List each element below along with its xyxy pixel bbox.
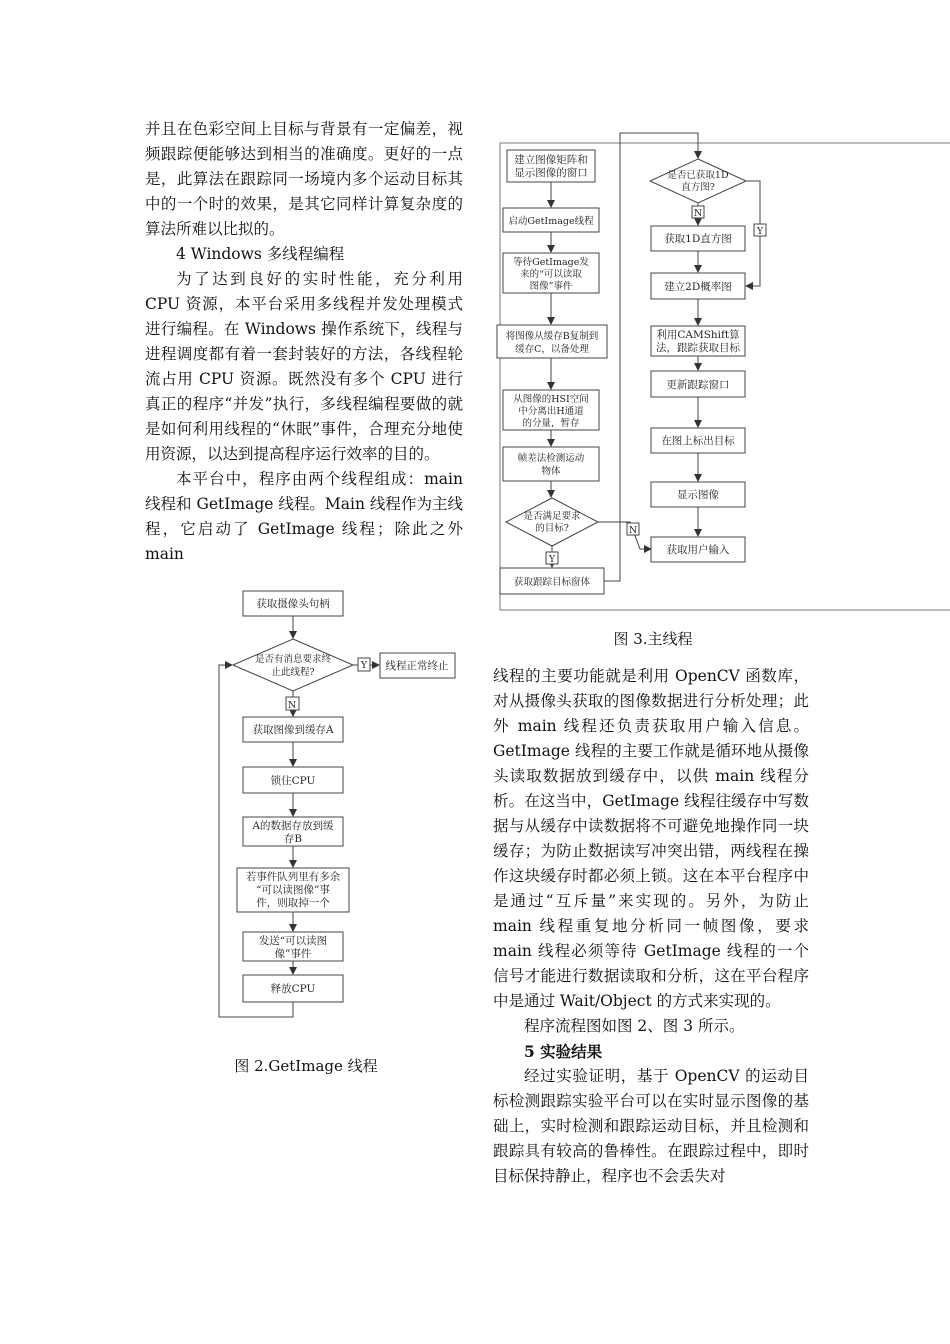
fig2-release-cpu-label: 释放CPU: [270, 983, 316, 995]
fig3-get-window-label: 获取跟踪目标窗体: [513, 577, 591, 588]
fig2-get-image-label: 获取图像到缓存A: [252, 724, 334, 736]
fig3-copy-buffer-label: 缓存C，以备处理: [515, 344, 589, 355]
section-heading-5: 5 实验结果: [524, 1042, 603, 1061]
fig2-send-event-label: 发送“可以读图: [258, 935, 328, 947]
fig2-node-get-handle-label: 获取摄像头句柄: [256, 598, 330, 610]
fig3-mark-target-label: 在图上标出目标: [661, 435, 735, 447]
fig3-decision-histogram-label: 直方图?: [681, 182, 715, 193]
paragraph: 程序流程图如图 2、图 3 所示。: [524, 1017, 745, 1035]
fig3-frame-diff-label: 物体: [541, 466, 561, 477]
fig3-yes-label: Y: [548, 554, 556, 565]
fig3-show-image-label: 显示图像: [677, 489, 719, 501]
fig2-decision-terminate: [233, 639, 353, 691]
section-heading-4: 4 Windows 多线程编程: [176, 245, 345, 263]
fig3-decision-histogram: [650, 159, 746, 203]
fig3-decision-target-label: 是否满足要求: [523, 511, 581, 522]
fig3-update-window-label: 更新跟踪窗口: [666, 379, 730, 391]
fig3-hsi-label: 的分量，暂存: [522, 418, 580, 429]
fig2-send-event-label: 像”事件: [274, 948, 312, 960]
fig2-lock-cpu-label: 锁住CPU: [270, 775, 316, 787]
fig2-yes-label: Y: [360, 660, 368, 671]
paragraph: 线程的主要功能就是利用 OpenCV 函数库，对从摄像头获取的图像数据进行分析处理；此外 main 线程还负责获取用户输入信息。GetImage 线程的主要工作就是循环地从摄像头读取数据放到缓存中，以供 main 线程分析。在这当中，GetImage 线程往缓存中写数据与从缓存中读数据将不可避免地操作同一块缓存；为防止数据读写冲突出错，两线程在操作这块缓存时都必须上锁。这在本平台程序中是通过“互斥量”来实现的。另外，为防止 main 线程重复地分析同一帧图像，要求 main 线程必须等待 GetImage 线程的一个信号才能进行数据读取和分析，这在平台程序中是通过 Wait/Object 的方式来实现的。: [493, 667, 809, 1010]
fig3-no-label-2: N: [693, 208, 703, 219]
fig2-store-b-label: 存B: [283, 833, 303, 845]
fig3-frame-diff-label: 帧差法检测运动: [517, 453, 585, 464]
fig3-wait-event-label: 来的“可以读取: [520, 269, 582, 280]
fig3-user-input-label: 获取用户输入: [666, 544, 730, 556]
fig3-start-getimage-label: 启动GetImage线程: [508, 216, 594, 227]
fig2-remove-event-label: 件，则取掉一个: [256, 897, 330, 909]
paragraph: 经过实验证明，基于 OpenCV 的运动目标检测跟踪实验平台可以在实时显示图像的基础上，实时检测和跟踪运动目标，并且检测和跟踪具有较高的鲁棒性。在跟踪过程中，即时目标保持静止，程序也不会丢失对: [493, 1067, 809, 1185]
fig3-no-label: N: [628, 525, 638, 536]
fig2-thread-end-label: 线程正常终止: [385, 660, 449, 672]
fig3-get-histogram-label: 获取1D直方图: [664, 233, 732, 245]
fig2-caption: 图 2.GetImage 线程: [234, 1057, 378, 1075]
fig3-copy-buffer-label: 将图像从缓存B复制到: [505, 331, 599, 342]
fig2-decision-label: 是否有消息要求终: [254, 654, 332, 665]
fig3-caption: 图 3.主线程: [613, 630, 693, 648]
fig3-create-matrix-label: 显示图像的窗口: [514, 167, 588, 179]
fig2-no-label: N: [287, 700, 297, 711]
fig3-camshift-label: 利用CAMShift算: [656, 329, 740, 341]
paragraph: 并且在色彩空间上目标与背景有一定偏差，视频跟踪便能够达到相当的准确度。更好的一点是，此算法在跟踪同一场境内多个运动目标其中的一个时的效果，是其它同样计算复杂度的算法所难以比拟的。: [145, 120, 463, 238]
fig2-decision-label: 止此线程?: [271, 667, 315, 678]
paragraph: 本平台中，程序由两个线程组成：main 线程和 GetImage 线程。Main 线程作为主线程，它启动了 GetImage 线程；除此之外 main: [145, 470, 463, 563]
fig3-decision-histogram-label: 是否已获取1D: [667, 170, 729, 181]
paragraph: 为了达到良好的实时性能，充分利用 CPU 资源，本平台采用多线程并发处理模式进行编程。在 Windows 操作系统下，线程与进程调度都有着一套封装好的方法，各线程轮流占用 CPU 资源。既然没有多个 CPU 进行真正的程序“并发”执行，多线程编程要做的就是如何利用线程的“休眠”事件，合理充分地使用资源，以达到提高程序运行效率的目的。: [145, 270, 463, 463]
fig2-store-b-label: A的数据存放到缓: [252, 820, 334, 832]
fig3-wait-event-label: 图像”事件: [529, 281, 573, 292]
fig3-hsi-label: 从图像的HSI空间: [513, 394, 589, 405]
fig3-yes-label-2: Y: [756, 226, 764, 237]
fig2-remove-event-label: 若事件队列里有多余: [245, 871, 341, 883]
fig3-decision-target-label: 的目标?: [535, 523, 569, 534]
fig3-2d-probability-label: 建立2D概率图: [664, 281, 732, 293]
fig3-camshift-label: 法，跟踪获取目标: [656, 342, 740, 354]
fig3-decision-target: [506, 498, 598, 546]
fig3-hsi-label: 中分离出H通道: [518, 406, 584, 417]
fig3-wait-event-label: 等待GetImage发: [513, 257, 589, 268]
fig3-create-matrix-label: 建立图像矩阵和: [514, 154, 588, 166]
fig2-remove-event-label: “可以读图像”事: [256, 884, 330, 896]
